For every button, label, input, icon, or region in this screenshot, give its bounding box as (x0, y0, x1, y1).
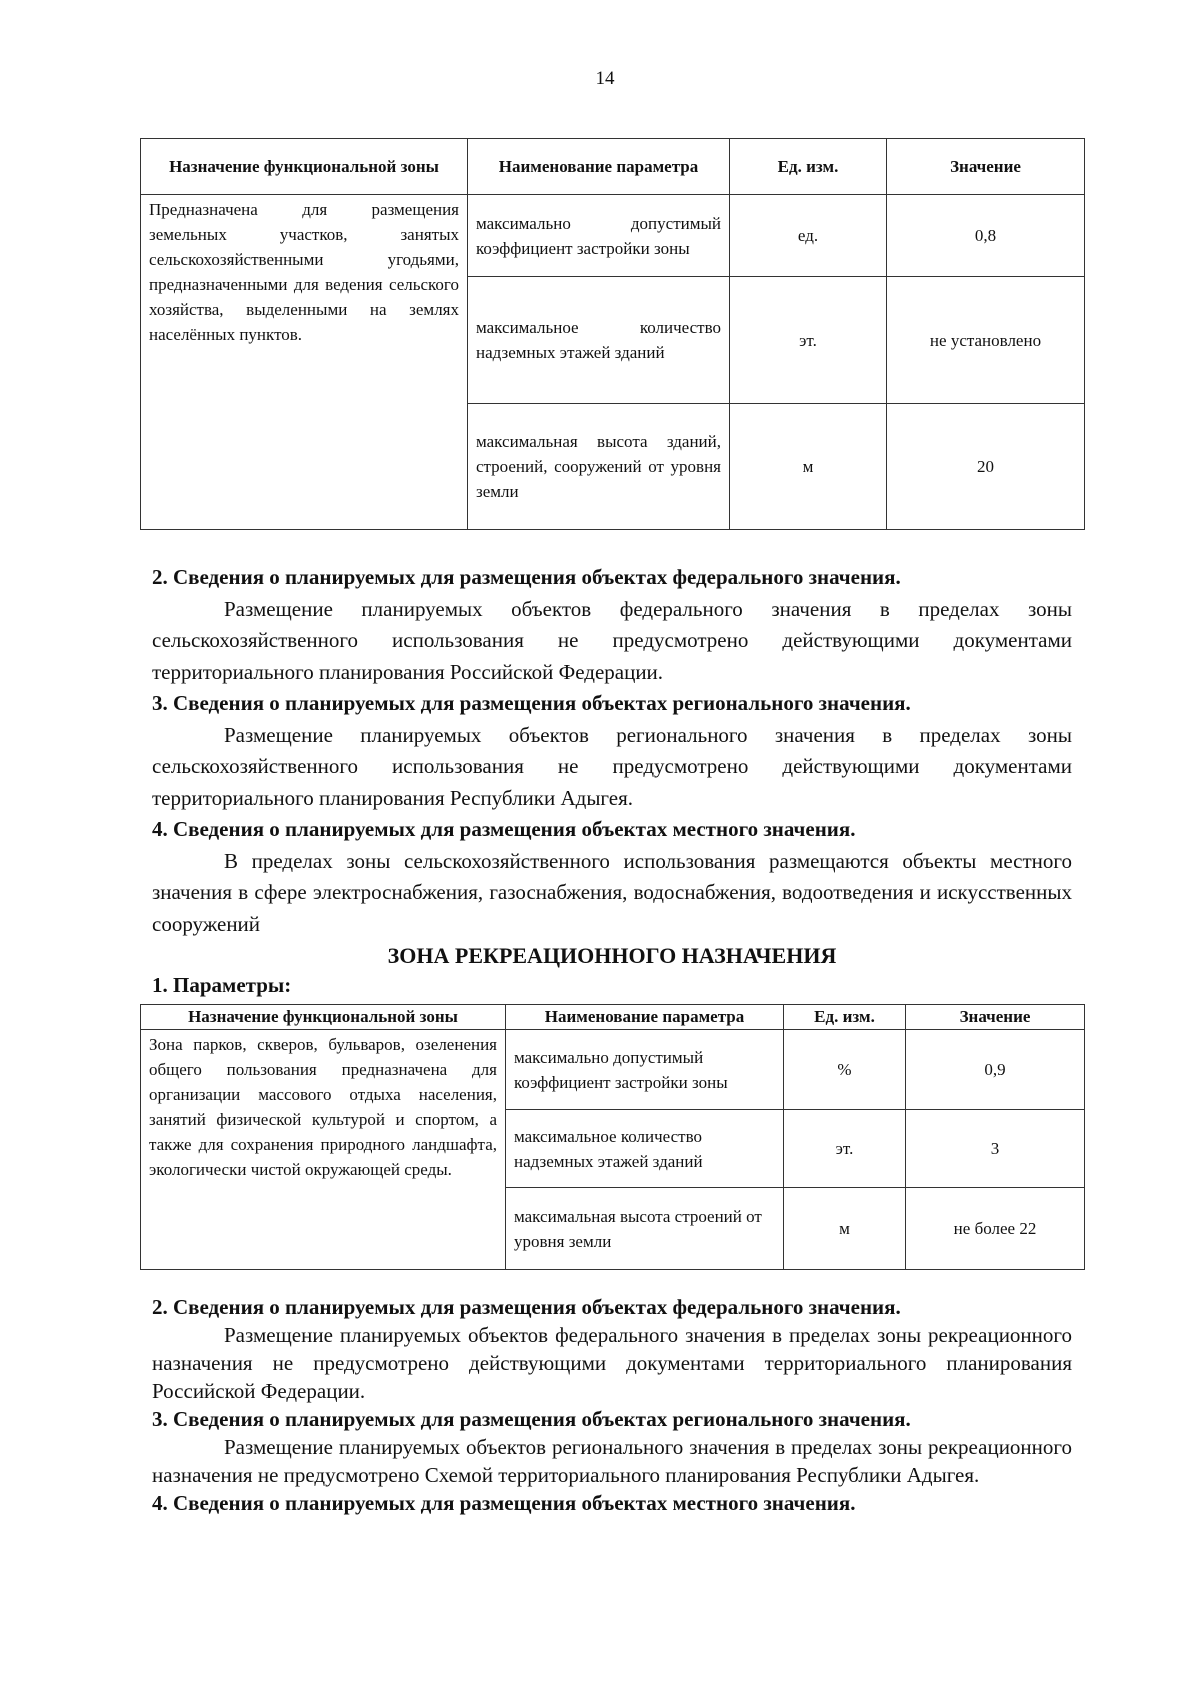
recreational-zone-title: ЗОНА РЕКРЕАЦИОННОГО НАЗНАЧЕНИЯ (387, 943, 837, 968)
parameters-heading: 1. Параметры: (152, 972, 292, 997)
parameter-cell: максимальное количество надземных этажей зданий (468, 277, 730, 404)
table-header-row (141, 139, 1085, 195)
value-cell: 3 (906, 1110, 1085, 1188)
value-cell: не более 22 (906, 1188, 1085, 1270)
recreational-zone-text (152, 1293, 1072, 1517)
parameter-cell: максимально допустимый коэффициент застройки зоны (468, 195, 730, 277)
federal-objects-heading: 2. Сведения о планируемых для размещения объектах федерального значения. (152, 1295, 901, 1319)
parameter-cell: максимальная высота строений от уровня земли (506, 1188, 784, 1270)
header-zone-purpose: Назначение функциональной зоны (141, 1005, 506, 1030)
parameter-cell: максимальная высота зданий, строений, сооружений от уровня земли (468, 404, 730, 530)
header-zone-purpose: Назначение функциональной зоны (141, 139, 468, 195)
unit-cell: м (730, 404, 887, 530)
unit-cell: % (784, 1030, 906, 1110)
header-value: Значение (887, 139, 1085, 195)
parameter-cell: максимальное количество надземных этажей зданий (506, 1110, 784, 1188)
header-unit: Ед. изм. (784, 1005, 906, 1030)
regional-objects-heading: 3. Сведения о планируемых для размещения объектах регионального значения. (152, 1407, 911, 1431)
value-cell: 0,8 (887, 195, 1085, 277)
page-number: 14 (595, 68, 615, 89)
recreational-zone-parameters-table (140, 1004, 1085, 1270)
unit-cell: ед. (730, 195, 887, 277)
agricultural-zone-text (152, 562, 1072, 998)
unit-cell: эт. (784, 1110, 906, 1188)
value-cell: 0,9 (906, 1030, 1085, 1110)
local-objects-paragraph: В пределах зоны сельскохозяйственного использования размещаются объекты местного значения в сфере электроснабжения, газоснабжения, водоснабжения, водоотведения и искусственных сооружений (152, 848, 1072, 936)
local-objects-heading: 4. Сведения о планируемых для размещения объектах местного значения. (152, 817, 856, 841)
regional-objects-paragraph: Размещение планируемых объектов регионального значения в пределах зоны рекреационного назначения не предусмотрено Схемой территориального планирования Республики Адыгея. (152, 1435, 1072, 1487)
regional-objects-paragraph: Размещение планируемых объектов регионального значения в пределах зоны сельскохозяйственного использования не предусмотрено действующими документами территориального планирования Республики Адыгея. (152, 722, 1072, 810)
header-unit: Ед. изм. (730, 139, 887, 195)
agricultural-zone-parameters-table (140, 138, 1085, 530)
federal-objects-paragraph: Размещение планируемых объектов федерального значения в пределах зоны рекреационного назначения не предусмотрено действующими документами территориального планирования Российской Федерации. (152, 1323, 1072, 1403)
header-parameter-name: Наименование параметра (468, 139, 730, 195)
table-row (141, 1030, 1085, 1110)
value-cell: 20 (887, 404, 1085, 530)
federal-objects-heading: 2. Сведения о планируемых для размещения объектах федерального значения. (152, 565, 901, 589)
table-header-row (141, 1005, 1085, 1030)
federal-objects-paragraph: Размещение планируемых объектов федерального значения в пределах зоны сельскохозяйственного использования не предусмотрено действующими документами территориального планирования Российской Федерации. (152, 596, 1072, 684)
header-value: Значение (906, 1005, 1085, 1030)
zone-purpose-cell: Зона парков, скверов, бульваров, озеленения общего пользования предназначена для организации массового отдыха населения, занятий физической культурой и спортом, а также для сохранения природного ландшафта, экологически чистой окружающей среды. (141, 1030, 506, 1270)
unit-cell: эт. (730, 277, 887, 404)
table-row (141, 195, 1085, 277)
unit-cell: м (784, 1188, 906, 1270)
local-objects-heading: 4. Сведения о планируемых для размещения объектах местного значения. (152, 1491, 856, 1515)
zone-purpose-cell: Предназначена для размещения земельных участков, занятых сельскохозяйственными угодьями, предназначенными для ведения сельского хозяйства, выделенными на землях населённых пунктов. (141, 195, 468, 530)
parameter-cell: максимально допустимый коэффициент застройки зоны (506, 1030, 784, 1110)
header-parameter-name: Наименование параметра (506, 1005, 784, 1030)
regional-objects-heading: 3. Сведения о планируемых для размещения объектах регионального значения. (152, 691, 911, 715)
value-cell: не установлено (887, 277, 1085, 404)
